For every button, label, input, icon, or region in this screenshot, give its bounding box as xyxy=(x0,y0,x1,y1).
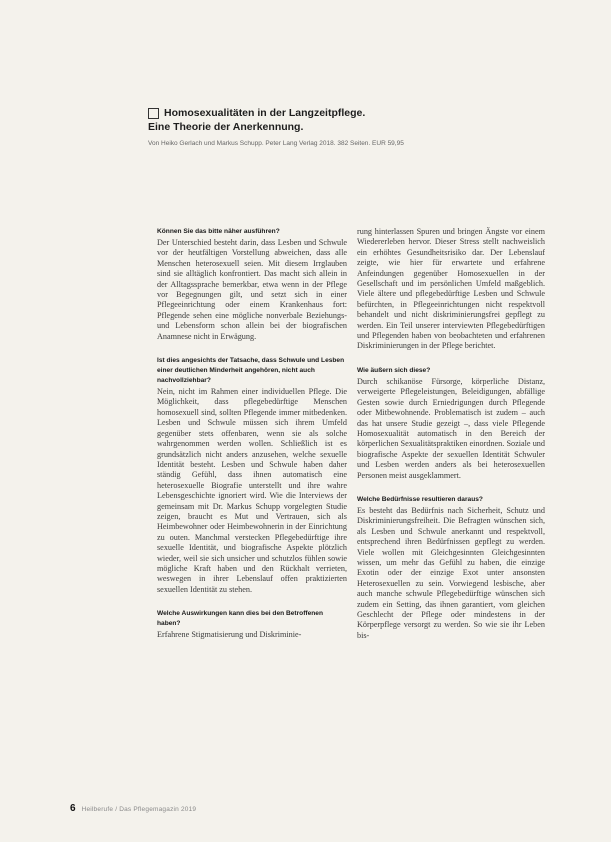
left-column xyxy=(157,227,347,651)
question-heading: Wie äußern sich diese? xyxy=(357,366,431,374)
page-footer xyxy=(70,803,196,814)
question-heading: Können Sie das bitte näher ausführen? xyxy=(157,228,280,235)
book-title-line xyxy=(148,106,548,120)
checkbox-square-icon xyxy=(148,108,159,119)
answer-paragraph: Der Unterschied besteht darin, dass Lesben und Schwule vor der heutfältigen Vorstellung abweichen, dass alle Menschen heterosexuell seien. Mit diesem Irrglauben sind sie alltäglich konfrontiert. Das macht sich allein in der Alltagssprache bemerkbar, etwa wenn in der Pflege vor Begegnungen gilt, und setzt sich in einer Pflegeeinrichtung oder einem Krankenhaus fort: Pflegende sehen eine mögliche nonverbale Beziehungs- und Lebensform schon allein bei der biografischen Anamnese nicht in Erwägung. xyxy=(157,238,347,341)
question-heading: Ist dies angesichts der Tatsache, dass Schwule und Lesben einer deutlichen Minderheit angehören, nicht auch nachvollziehbar? xyxy=(157,357,345,385)
answer-paragraph: Nein, nicht im Rahmen einer individuellen Pflege. Die Möglichkeit, dass pflegebedürftige Menschen homosexuell sind, sollten Pflegende immer mitbedenken. Lesben und Schwule müssen sich ihrem Umfeld gegenüber stets offenbaren, wenn sie als solche wahrgenommen werden wollen. Schließlich ist es grundsätzlich nicht anders anzusehen, welche sexuelle Identität besteht. Lesben und Schwule haben daher ständig Gefühl, dass ihnen automatisch eine heterosexuelle Biografie unterstellt und ihre wahre Lebensgeschichte ignoriert wird. Wie die Interviews der gemeinsam mit Dr. Markus Schupp vorgelegten Studie zeigen, braucht es Mut und Vertrauen, sich als Heimbewohner oder Heimbewohnerin in der Einrichtung zu outen. Manchmal verstecken Pflegebedürftige ihre sexuelle Identität, und biografische Aspekte plötzlich wieder, weil sie sich unsicher und schutzlos fühlen sowie mögliche Kraft haben und den Rückhalt verrieten, weswegen in ihrer Lebenslauf offen praktizierten sexuellen Identität zu stehen. xyxy=(157,387,347,594)
book-recommendation xyxy=(148,106,548,147)
book-title: Homosexualitäten in der Langzeitpflege. xyxy=(164,107,366,119)
right-column xyxy=(357,227,545,651)
book-meta: Von Heiko Gerlach und Markus Schupp. Peter Lang Verlag 2018. 382 Seiten. EUR 59,95 xyxy=(148,140,404,147)
publication-name: Heilberufe / Das Pflegemagazin 2019 xyxy=(81,806,197,813)
question-heading: Welche Auswirkungen kann dies bei den Betroffenen haben? xyxy=(157,610,323,628)
page-number: 6 xyxy=(70,803,76,814)
book-subtitle: Eine Theorie der Anerkennung. xyxy=(148,121,304,133)
answer-paragraph: Durch schikanöse Fürsorge, körperliche Distanz, verweigerte Pflegeleistungen, Beleidigungen, abfällige Gesten sowie durch Erniedrigungen durch Pflegende oder Mitbewohnende. Problematisch ist zudem – auch das hat unsere Studie gezeigt –, dass viele Pflegende Homosexualität automatisch in den Bereich der körperlichen Sexualitätspraktiken einordnen. Soziale und biografische Aspekte der sexuellen Identität Schwuler und Lesben werden anders als bei heterosexuellen Personen meist ausgeklammert. xyxy=(357,376,545,480)
question-heading: Welche Bedürfnisse resultieren daraus? xyxy=(357,495,483,503)
answer-paragraph: Erfahrene Stigmatisierung und Diskriminie- xyxy=(157,630,302,640)
answer-paragraph: rung hinterlassen Spuren und bringen Ängste vor einem Wiedererleben hervor. Dieser Stress stellt nachweislich ein erhöhtes Gesundheitsrisiko dar. Der Lebenslauf zeigte, wie hier für erwartete und erfahrene Anfeindungen gegenüber Homosexuellen in der Gesellschaft und im persönlichen Umfeld maßgeblich. Viele ältere und pflegebedürftige Lesben und Schwule befürchten, in Pflegeeinrichtungen nicht respektvoll behandelt und nicht diskriminierungsfrei gepflegt zu werden. Ein Teil unserer interviewten Pflegebedürftigen und Pflegenden haben von beobachteten und erfahrenen Diskriminierungen in der Pflege berichtet. xyxy=(357,227,545,351)
answer-paragraph: Es besteht das Bedürfnis nach Sicherheit, Schutz und Diskriminierungsfreiheit. Die Befragten wünschen sich, als Lesben und Schwule anerkannt und respektvoll, entsprechend ihren Bedürfnissen gepflegt zu werden. Viele wollen mit Gleichgesinnten Gleichgesinnten wissen, um mehr das Gefühl zu haben, die einzige Exotin oder der einzige Exot unter ansonsten Heterosexuellen zu sein. Vorwiegend lesbische, aber auch manche schwule Pflegebedürftige wünschen sich zudem ein Setting, das ihnen garantiert, vom gleichen Geschlecht der Pflege oder mindestens in der Körperpflege versorgt zu werden. So wie sie ihr Leben bis- xyxy=(357,505,545,640)
